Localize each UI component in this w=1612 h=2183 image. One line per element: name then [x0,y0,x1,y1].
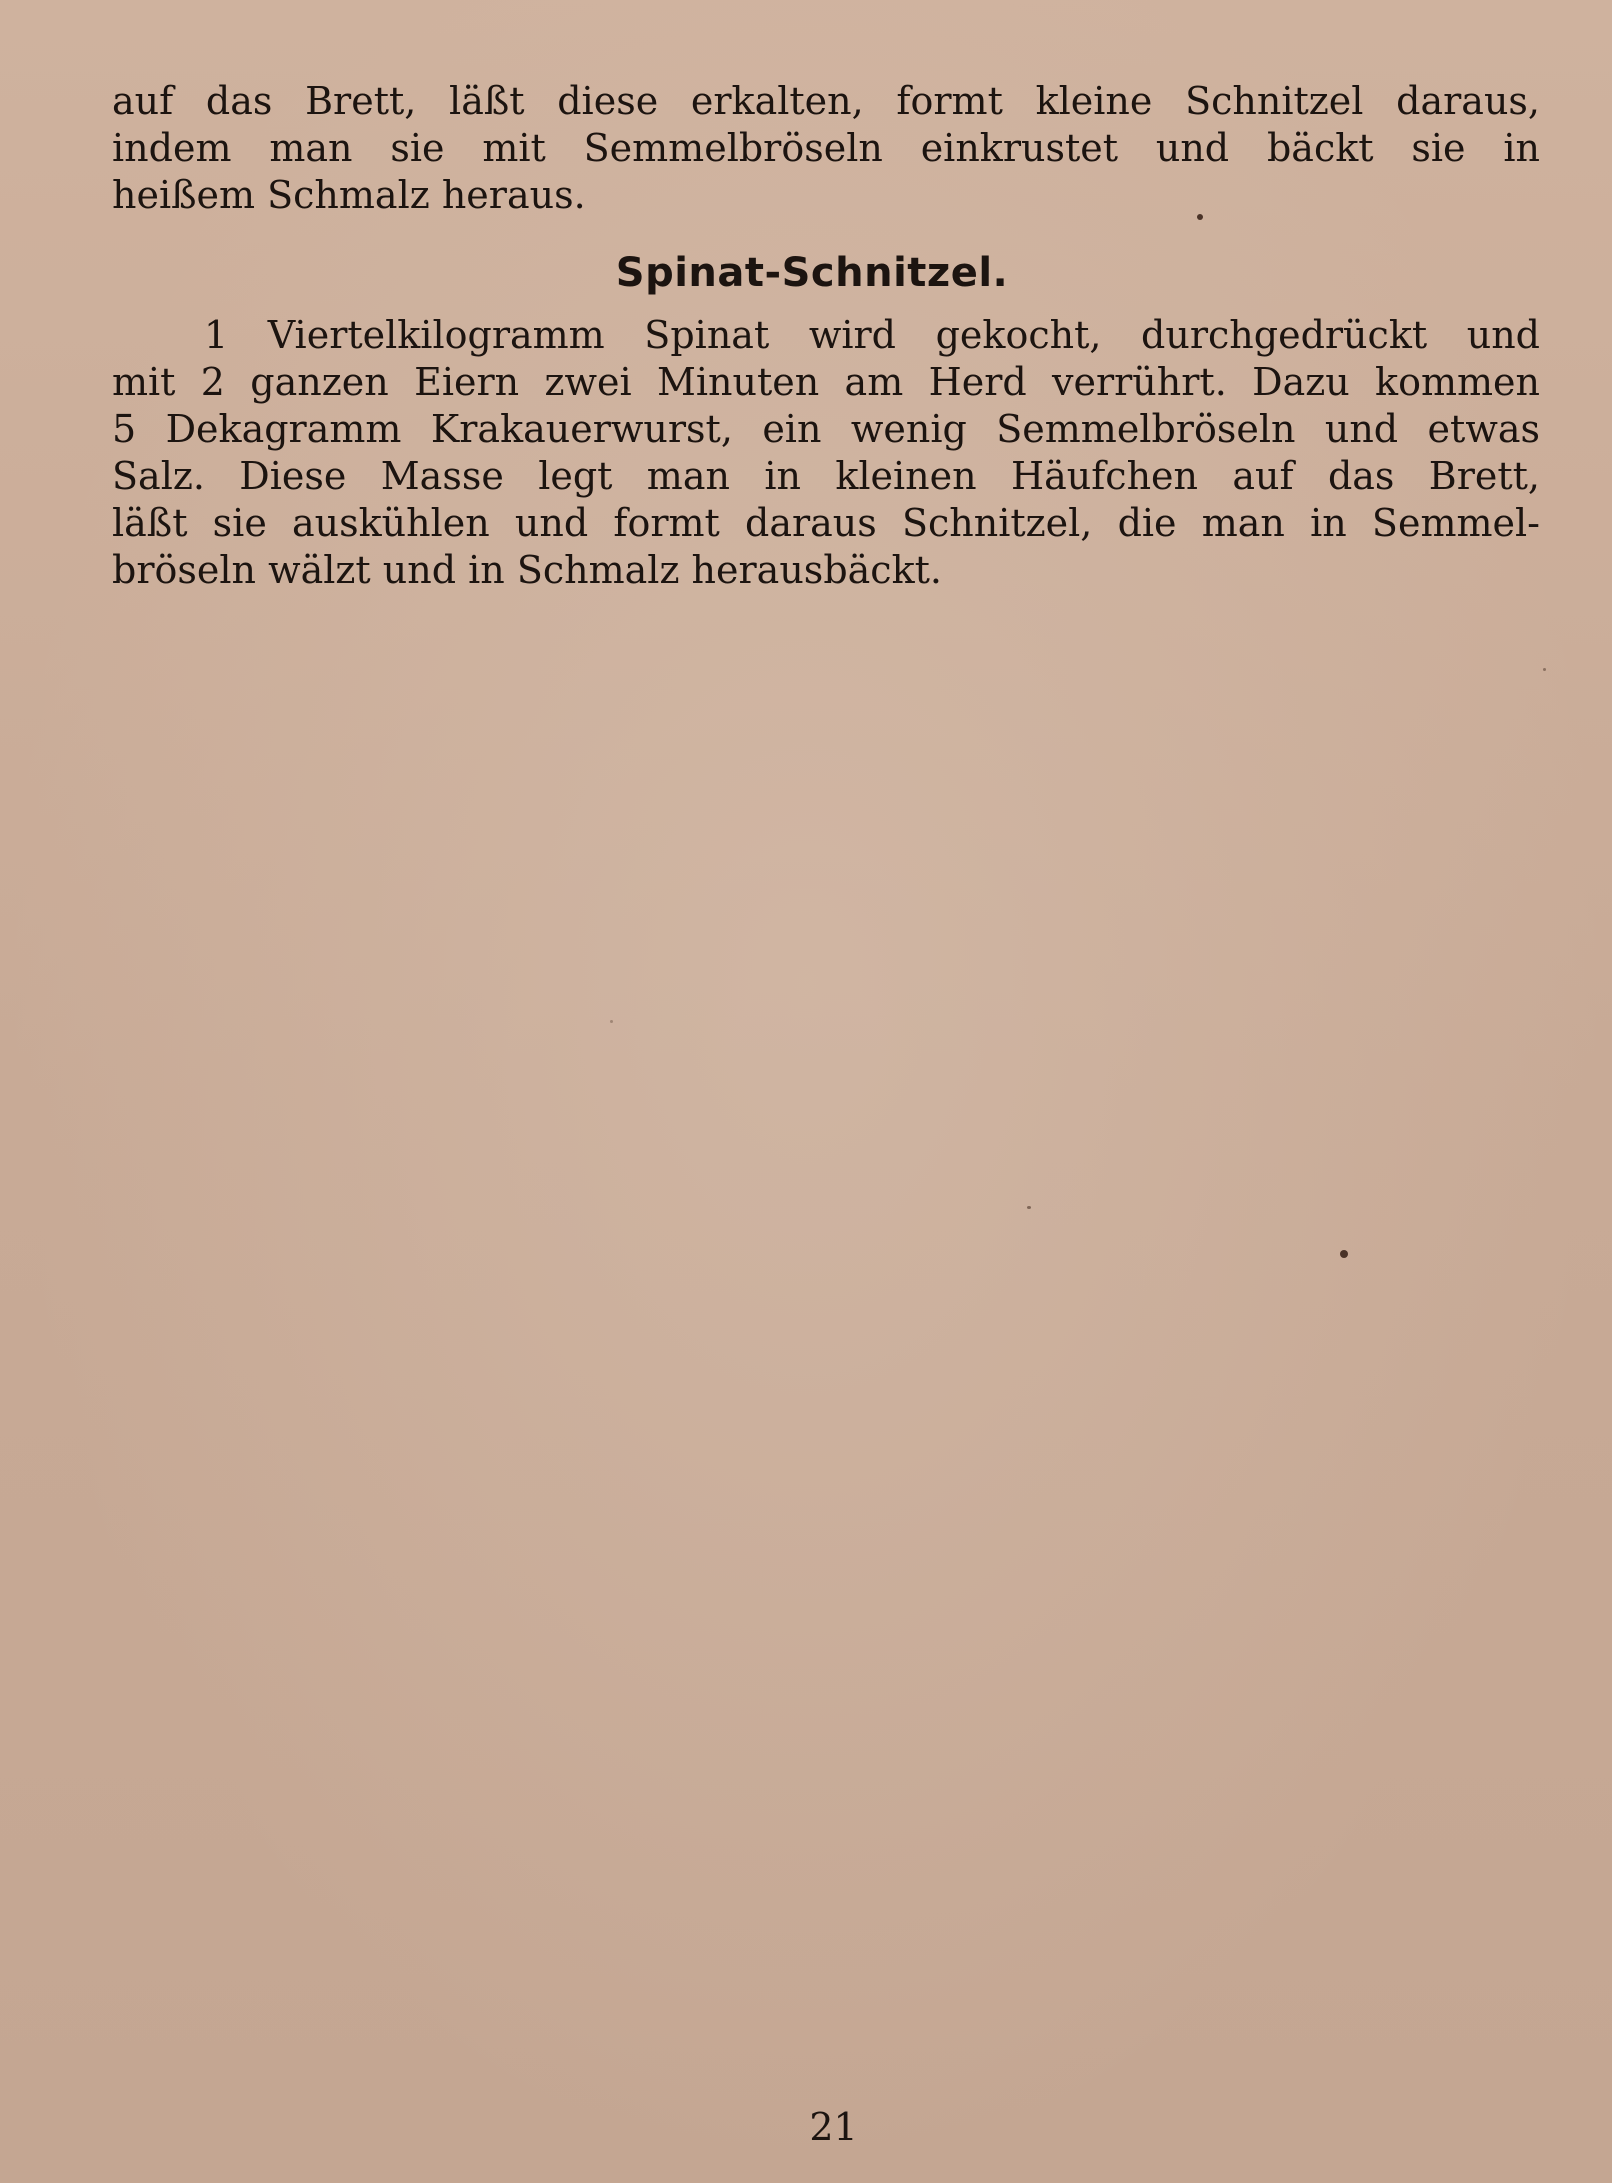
section-heading: Spinat-Schnitzel. [615,250,1009,296]
recipe-line: läßt sie auskühlen und formt daraus Schnitzel, die man in Semmel- [112,501,1540,545]
recipe-line: bröseln wälzt und in Schmalz herausbäckt. [112,548,942,592]
paper-speck [610,1020,613,1023]
intro-line: indem man sie mit Semmelbröseln einkrustet und bäckt sie in [112,126,1540,170]
recipe-line: mit 2 ganzen Eiern zwei Minuten am Herd verrührt. Dazu kommen [112,360,1540,404]
intro-line: auf das Brett, läßt diese erkalten, formt kleine Schnitzel daraus, [112,79,1540,123]
intro-paragraph [112,78,1540,219]
paper-speck [1340,1250,1348,1258]
recipe-line: 1 Viertelkilogramm Spinat wird gekocht, durchgedrückt und [204,313,1540,357]
paper-speck [1543,668,1546,671]
recipe-line: 5 Dekagramm Krakauerwurst, ein wenig Semmelbröseln und etwas [112,407,1540,451]
paper-speck [1027,1206,1031,1209]
recipe-paragraph [112,312,1540,594]
page-number: 21 [809,2105,858,2149]
intro-line: heißem Schmalz heraus. [112,173,586,217]
recipe-line: Salz. Diese Masse legt man in kleinen Häufchen auf das Brett, [112,454,1540,498]
